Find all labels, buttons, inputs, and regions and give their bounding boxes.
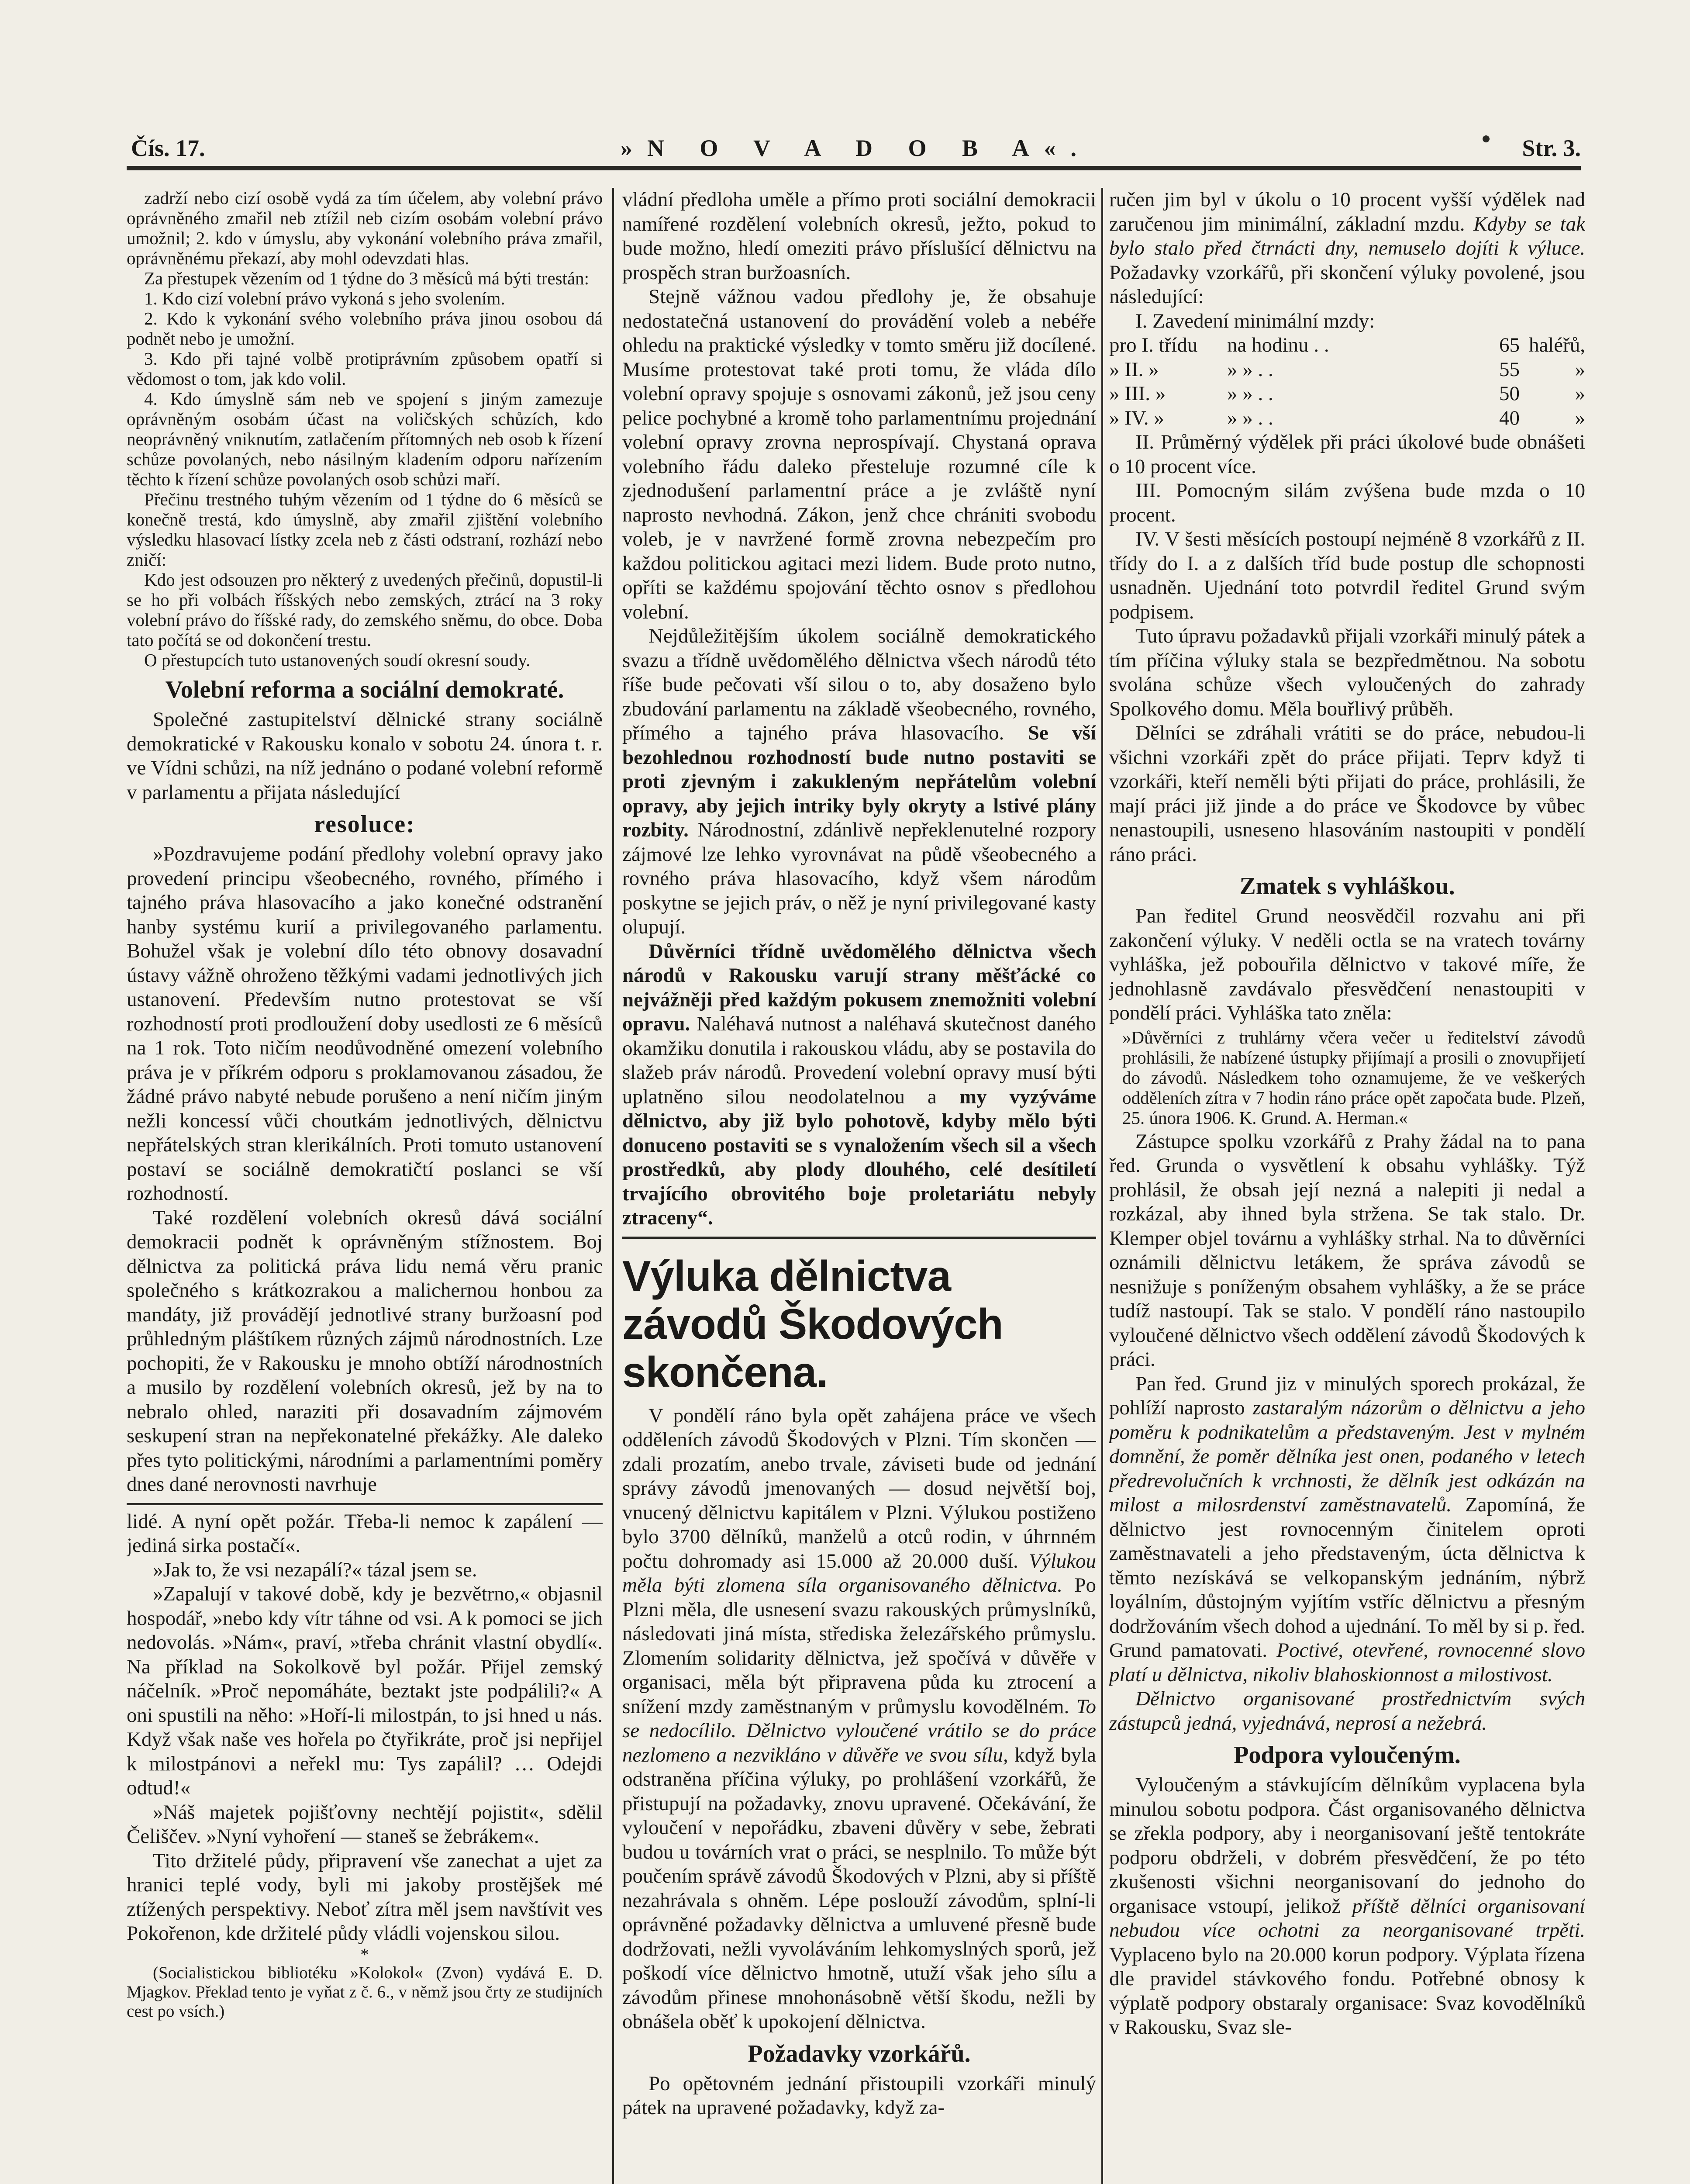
list-item: 3. Kdo při tajné volbě protiprávním způsobem opatří si vědomost o tom, jak kdo volil.: [127, 349, 603, 389]
column-3: [1109, 188, 1585, 2184]
text: Vyplaceno bylo na 20.000 korun podpory. Výplata řízena dle pravidel stávkového fondu. Potřebné obnosy k výplatě podpory obstaraly organisace: Svaz kovodělníků v Rakousku, Svaz sle-: [1109, 1943, 1585, 2039]
notice-quote: »Důvěrníci z truhlárny včera večer u ředitelství závodů prohlásili, že nabízené ústupky přijímají a prosili o znovupřijetí do závodů. Následkem toho oznamujeme, že ve veškerých odděleních zítra v 7 hodin ráno práce opět započata bude. Plzeň, 25. února 1906. K. Grund. A. Herman.«: [1122, 1027, 1585, 1128]
column-2: [622, 188, 1096, 2184]
paragraph: O přestupcích tuto ustanovených soudí okresní soudy.: [144, 650, 531, 670]
wage-currency: »: [1575, 358, 1585, 381]
text: Vyloučeným a stávkujícím dělníkům vyplacena byla minulou sobotu podpora. Část organisovaného dělnictva se zřekla podpory, aby i neorganisovaní ještě tentokráte podporu obdrželi, v dobrém přesvědčení, že po této zkušenosti všichni neorganisovaní do jednoho do organisace vstoupí, jelikož: [1109, 1773, 1585, 1918]
paragraph: Kdo jest odsouzen pro některý z uvedených přečinů, dopustil-li se ho při volbách říšských nebo zemských, ztrácí na 3 roky volební právo do říšské rady, do zemského sněmu, do obce. Doba tato počítá se od dokončení trestu.: [127, 570, 603, 650]
paragraph: Pan ředitel Grund neosvědčil rozvahu ani při zakončení výluky. V neděli octla se na vratech továrny vyhláška, jež pobouřila dělnictvo v takové míře, že jednohlasně zavdávalo přesvědčení nenastoupiti v pondělí práci. Vyhláška tato zněla:: [1109, 905, 1585, 1024]
paragraph: [622, 624, 1096, 940]
emphasis: zastaralým názorům o dělnictvu a jeho poměru k podnikatelům a představeným. Jest v mylném domnění, že poměr dělníka jest onen, podaného v letech předrevolučních k vrchnosti, že dělník jest odkázán na milost a milosrdenství zaměstnavatelů.: [1109, 1396, 1585, 1516]
paragraph: Přečinu trestného tuhým vězením od 1 týdne do 6 měsíců se konečně trestá, kdo úmyslně, aby zmařil zjištění volebního výsledku hlasovací lístky zcela neb z části odstraní, rozhází nebo zničí:: [127, 489, 603, 570]
paragraph: II. Průměrný výdělek při práci úkolové bude obnášeti o 10 procent více.: [1109, 431, 1585, 478]
wage-currency: »: [1575, 382, 1585, 405]
paragraph: [1109, 1372, 1585, 1687]
asterisk-separator: *: [360, 1944, 369, 1964]
paragraph: Tuto úpravu požadavků přijali vzorkáři minulý pátek a tím příčina výluky stala se bezpředmětnou. Na sobotu svolána schůze všech vyloučených do zahrady Spolkového domu. Měla bouřlivý průběh.: [1109, 625, 1585, 720]
text: ručen jim byl v úkolu o 10 procent vyšší výdělek nad zaručenou jim minimální, základní mzdu.: [1109, 188, 1585, 235]
paragraph: III. Pomocným silám zvýšena bude mzda o 10 procent.: [1109, 479, 1585, 526]
wage-class: » III. »: [1109, 382, 1166, 405]
paragraph: [1109, 188, 1585, 309]
paragraph: Dělnictvo organisované prostřednictvím svých zástupců jedná, vyjednává, neprosí a nežebrá.: [1109, 1687, 1585, 1735]
paragraph: I. Zavedení minimální mzdy:: [1135, 309, 1375, 332]
wage-unit: » » . .: [1227, 406, 1273, 429]
issue-number: Čís. 17.: [131, 135, 205, 161]
paragraph: Stejně vážnou vadou předlohy je, že obsahuje nedostatečná ustanovení do provádění voleb a nebéře ohledu na praktické výsledky v tomto směru již docílené. Musíme protestovat také proti tomu, že vláda dílo volební opravy spojuje s osnovami zákonů, jež jsou ceny pelice pochybné a kromě toho parlamentnímu projednání volební opravy zrovna neprospívají. Chystaná oprava volebního řádu daleko přesteluje rozumné cíle k zjednodušení parlamentní práce a je zvláště nyní naprosto nevhodná. Zákon, jenž chce chrániti svobodu voleb, je v navržené formě zrovna nebezpečím pro každou politickou agitaci mezi lidem. Bude proto nutno, opříti se každému spojování těchto osnov s předlohou volební.: [622, 285, 1096, 623]
ink-dot: [1483, 135, 1490, 142]
newspaper-title: »N O V A D O B A«.: [620, 135, 1092, 161]
column-rule: [622, 1237, 1096, 1239]
footnote: (Socialistickou bibliotéku »Kolokol« (Zvon) vydává E. D. Mjagkov. Překlad tento je vyňat z č. 6., v němž jsou črty ze studijních cest po vsích.): [127, 1963, 603, 2021]
section-heading: resoluce:: [314, 811, 415, 838]
paragraph: Dělníci se zdráhali vrátiti se do práce, nebudou-li všichni vzorkáři zpět do práce přijati. Teprv když ti vzorkáři, kteří neměli býti přijati do práce, prohlásili, že mají práci již jinde a do práce ve Škodovce by vůbec nenastoupili, usneseno hlasováním nastoupiti v pondělí ráno práci.: [1109, 722, 1585, 866]
wage-class: pro I. třídu: [1109, 334, 1198, 356]
list-item: 4. Kdo úmyslně sám neb ve spojení s jiným zamezuje oprávněným osobám účast na voličských schůzích, kdo neoprávněný vniknutím, zatlačením přítomných neb osob k řízení schůze povolaných, nebo násilným kladením odporu nařízením těchto k řízení schůze povolaných osob schůzi maří.: [127, 389, 603, 489]
wage-currency: haléřů,: [1528, 334, 1585, 356]
paragraph: lidé. A nyní opět požár. Třeba-li nemoc k zapálení — jediná sirka postačí«.: [127, 1510, 603, 1557]
wage-class: » II. »: [1109, 358, 1159, 381]
wage-row: [1109, 406, 1585, 431]
page-header: [131, 131, 1581, 166]
paragraph: Po opětovném jednání přistoupili vzorkáři minulý pátek na upravené požadavky, když za-: [622, 2072, 1096, 2119]
paragraph: Tito držitelé půdy, připravení vše zanechat a ujet za hranici teplé vody, byli mi jakoby prostějšek mé ztížených perspektivy. Neboť zítra měl jsem navštívit ves Pokořenon, kde držitelé půdy vládli vojenskou silou.: [127, 1849, 603, 1945]
text: Po Plzni měla, dle usnesení svazu rakouských průmyslníků, následovati jiná místa, střediska železářského průmyslu. Zlomením solidarity dělnictva, jež spočívá v důvěře v organisaci, měla být připravena půda ku ztrocení a snížení mzdy zaměstnaným v průmyslu kovodělném.: [622, 1574, 1096, 1718]
text: Národnostní, zdánlivě nepřeklenutelné rozpory zájmové lze lehko vyrovnávat na půdě všeobecného a rovného práva hlasovacího, když všem národům poskytne se jejich práv, o něž je nyní privilegované kasty olupují.: [622, 819, 1096, 938]
emphasis: my vyzýváme dělnictvo, aby již bylo pohotově, kdyby mělo býti donuceno postaviti se s vynaložením všech sil a všech prostředků, aby plody dlouhého, celé desítiletí trvajícího obrovitého boje proletariátu nebyly ztraceny“.: [622, 1085, 1096, 1229]
list-item: 1. Kdo cizí volební právo vykoná s jeho svolením.: [144, 288, 505, 308]
header-rule: [127, 166, 1581, 170]
paragraph: Společné zastupitelství dělnické strany sociálně demokratické v Rakousku konalo v sobotu 24. února t. r. ve Vídni schůzi, na níž jednáno o podané volební reformě v parlamentu a přijata následující: [127, 708, 603, 804]
emphasis: Poctivé, otevřené, rovnocenné slovo platí u dělnictva, nikoliv blahoskionnost a milostivost.: [1109, 1639, 1585, 1686]
text: Zapomíná, že dělnictvo jest rovnocenným činitelem oproti zaměstnavateli a jeho představeným, úcta dělnictva k těmto nezískává se velkopanským jednáním, nýbrž loyálním, důstojným vyjítím vstříc dělnictvu a přesným dodržováním všech dohod a ujednání.: [1109, 1493, 1585, 1638]
paragraph: [622, 1404, 1096, 2034]
text: Naléhavá nutnost a naléhavá skutečnost daného okamžiku donutila i rakouskou vládu, aby se postavila do slažeb práv národů. Provedení volební opravy musí býti uplatněno silou neodolatelnou a: [622, 1013, 1096, 1108]
paragraph: vládní předloha uměle a přímo proti sociální demokracii namířené rozdělení volebních okresů, ježto, pokud to bude možno, hledí omeziti právo příslušící dělnictvu na prospěch stran buržoasních.: [622, 188, 1096, 284]
law-excerpt: [127, 188, 603, 670]
list-item: 2. Kdo k vykonání svého volebního práva jinou osobou dá podnět nebo je umožní.: [127, 308, 603, 349]
text: Požadavky vzorkářů, při skončení výluky povolené, jsou následující:: [1109, 261, 1585, 308]
section-heading: Podpora vyloučeným.: [1234, 1742, 1461, 1769]
paragraph: [1109, 1773, 1585, 2040]
paragraph: [622, 940, 1096, 1230]
emphasis: příště dělníci organisovaní nebudou více ochotni za neorganisované trpěti.: [1109, 1894, 1585, 1942]
article-heading: Volební reforma a sociální demokraté.: [165, 676, 564, 703]
text: když byla odstraněna příčina výluky, po prohlášení vzorkářů, že přistupují na požadavky, znovu upravené. Očekávání, že vyloučení v nepořádku, zbaveni důvěry v sebe, žebrati budou u továrních vrat o práci, se nesplnilo. To může být poučením správě závodů Škodových v Plzni, aby si příště nezahrávala s ohněm. Lépe poslouží závodům, splní-li oprávněné požadavky dělnictva a umluvené přesně bude dodržovati, nežli vyvoláváním lehkomyslných sporů, jež poškodí více dělnictvo hmotně, utuží však jeho sílu a závodům přinese mnohonásobně větší škodu, nežli by obnášela oběť k upokojení dělnictva.: [622, 1743, 1096, 2033]
wage-amount: 65: [1499, 334, 1520, 356]
paragraph: Zástupce spolku vzorkářů z Prahy žádal na to pana řed. Grunda o vysvětlení k obsahu vyhlášky. Týž prohlásil, že obsah její nezná a nalepiti ji nedal a rozkázal, aby ihned byla stržena. Se tak stalo. Dr. Klemper objel továrnu a vyhlášky strhal. Na to důvěrníci oznámili dělnictvu letákem, že správa závodů se nesnižuje s poníženým obsahem vyhlášky, a že se práce tudíž nastoupí. Tak se stalo. V pondělí ráno nastoupilo vyloučené dělnictvo všech oddělení závodů Škodových k práci.: [1109, 1130, 1585, 1371]
paragraph: Za přestupek vězením od 1 týdne do 3 měsíců má býti trestán:: [144, 268, 590, 288]
section-heading: Požadavky vzorkářů.: [748, 2040, 971, 2067]
paragraph: »Náš majetek pojišťovny nechtějí pojistit«, sdělil Čeliščev. »Nyní vyhoření — staneš se žebrákem«.: [127, 1800, 603, 1848]
emphasis: To se nedocílilo. Dělnictvo vyloučené vrátilo se do práce nezlomeno a nezviklánо v důvěře ve svou sílu,: [622, 1695, 1096, 1766]
paragraph: »Pozdravujeme podání předlohy volební opravy jako provedení principu všeobecného, rovného, přímého i tajného práva hlasovacího a jako konečné odstranění hanby systému kurií a privilegovaného parlamentu. Bohužel však je volební dílo této obnovy dosavadní ústavy vážně ohroženo těžkými vadami jednotlivých jich ustanovení. Především nutno protestovat se vší rozhodností proti prodloužení doby usedlosti ze 6 měsíců na 1 rok. Toto ničím neodůvodněné omezení volebního práva je v příkrém odporu s proklamovanou zásadou, že žádné právo nabyté nebude porušeno a není ničím jiným nežli koncessí vůči choutkám jednotlivých, dělnictvu nepřátelských stran klerikálních. Proti tomuto ustanovení postaví se sociálně demokratičtí poslanci se vší rozhodností.: [127, 843, 603, 1205]
emphasis: Důvěrníci třídně uvědomělého dělnictva všech národů v Rakousku varují strany měšťácké co nejvážněji před každým pokusem znemožniti volební opravu.: [622, 940, 1096, 1035]
emphasis: Výlukou měla býti zlomena síla organisovaného dělnictva.: [622, 1549, 1096, 1597]
wage-table: [1109, 333, 1585, 430]
paragraph: »Zapalují v takové době, kdy je bezvětrno,« objasnil hospodář, »nebo kdy vítr táhne od vsi. A k pomoci se jich nedovolás. »Nám«, praví, »třeba chránit vlastní obydlí«. Na příklad na Sokolkově byl požár. Přijel zemský náčelník. »Proč nepomáháte, beztakt jste podpálili?« A oni spustili na něho: »Hoří-li milostpán, to jsi hned u nás. Když však naše ves hořela po čtyřikráte, proč jsi nepřijel k milostpánovi a neřekl mu: Tys zapálil? … Odejdi odtud!«: [127, 1583, 603, 1799]
column-divider: [612, 188, 614, 2184]
wage-currency: »: [1575, 406, 1585, 429]
wage-unit: na hodinu . .: [1227, 334, 1329, 356]
wage-amount: 40: [1499, 406, 1520, 429]
emphasis: Se vší bezohlednou rozhodností bude nutno postaviti se proti zjevným i zakukleným nepřátelům volební opravy, aby jejich intriky byly okryty a lstivé plány rozbity.: [622, 722, 1096, 841]
paragraph: zadrží nebo cizí osobě vydá za tím účelem, aby volební právo oprávněného zmařil neb ztížil neb cizím osobám volební právo umožnil; 2. kdo v úmyslu, aby vykonání volebního práva zmařil, oprávněnému překazí, aby mohl odevzdati hlas.: [127, 188, 603, 268]
wage-row: [1109, 382, 1585, 406]
wage-unit: » » . .: [1227, 358, 1273, 381]
page-number: Str. 3.: [1522, 135, 1581, 161]
column-rule: [127, 1503, 603, 1505]
text: V pondělí ráno byla opět zahájena práce ve všech odděleních závodů Škodových v Plzni. Tím skončen — zdali prozatím, anebo trvale, záviseti bude od jednání správy závodů jmenovaných — dosud největší boj, vnucený dělnictvu kapitálem v Plzni. Výlukou postiženo bylo 3700 dělníků, manželů a otců rodin, v úhrnném počtu dohromady asi 15.000 až 20.000 duší.: [622, 1404, 1096, 1572]
text: Pan řed. Grund jiz v minulých sporech prokázal, že pohlíží naprosto: [1109, 1372, 1585, 1419]
wage-class: » IV. »: [1109, 406, 1164, 429]
text: To měl by si p. řed. Grund pamatovati.: [1109, 1614, 1585, 1662]
wage-amount: 50: [1499, 382, 1520, 405]
wage-row: [1109, 333, 1585, 358]
wage-unit: » » . .: [1227, 382, 1273, 405]
wage-row: [1109, 358, 1585, 382]
paragraph: Také rozdělení volebních okresů dává sociální demokracii podnět k oprávněným stížnostem. Boj dělnictva za politická práva lidu nemá věru pranic společného s krátkozrakou a malichernou honbou za mandáty, již provádějí jednotlivé strany buržoasní pod průhledným pláštíkem různých zájmů národnostních. Lze pochopiti, že v Rakousku je mnoho obtíží národnostních a musilo by rozdělení volebních okresů, jež by na to nebralo ohled, naraziti při dosavadním zájmovém seskupení stran na nepřekonatelné překážky. Ale daleko přes tyto politickými, národními a parlamentními poměry dnes dané nerovnosti navrhuje: [127, 1206, 603, 1496]
paragraph: »Jak to, že vsi nezapálí?« tázal jsem se.: [153, 1558, 477, 1581]
column-1: [127, 188, 603, 2184]
text: Nejdůležitějším úkolem sociálně demokratického svazu a třídně uvědomělého dělnictva všech národů této říše bude pečovati vší silou o to, aby dosaženo bylo zbudování parlamentu na základě všeobecného, rovného, přímého a tajného práva hlasovacího.: [622, 625, 1096, 744]
article-headline: Výluka dělnictva závodů Škodových skončena.: [622, 1251, 1003, 1396]
emphasis: Kdyby se tak bylo stalo před čtrnácti dny, nemuselo dojíti k výluce.: [1109, 212, 1585, 259]
column-divider: [1101, 188, 1103, 2184]
wage-amount: 55: [1499, 358, 1520, 381]
section-heading: Zmatek s vyhláškou.: [1239, 873, 1455, 900]
paragraph: IV. V šesti měsících postoupí nejméně 8 vzorkářů z II. třídy do I. a z dalších tříd bude postup dle schopnosti usnadněn. Ujednání toto potvrdil ředitel Grund svým podpisem.: [1109, 528, 1585, 623]
